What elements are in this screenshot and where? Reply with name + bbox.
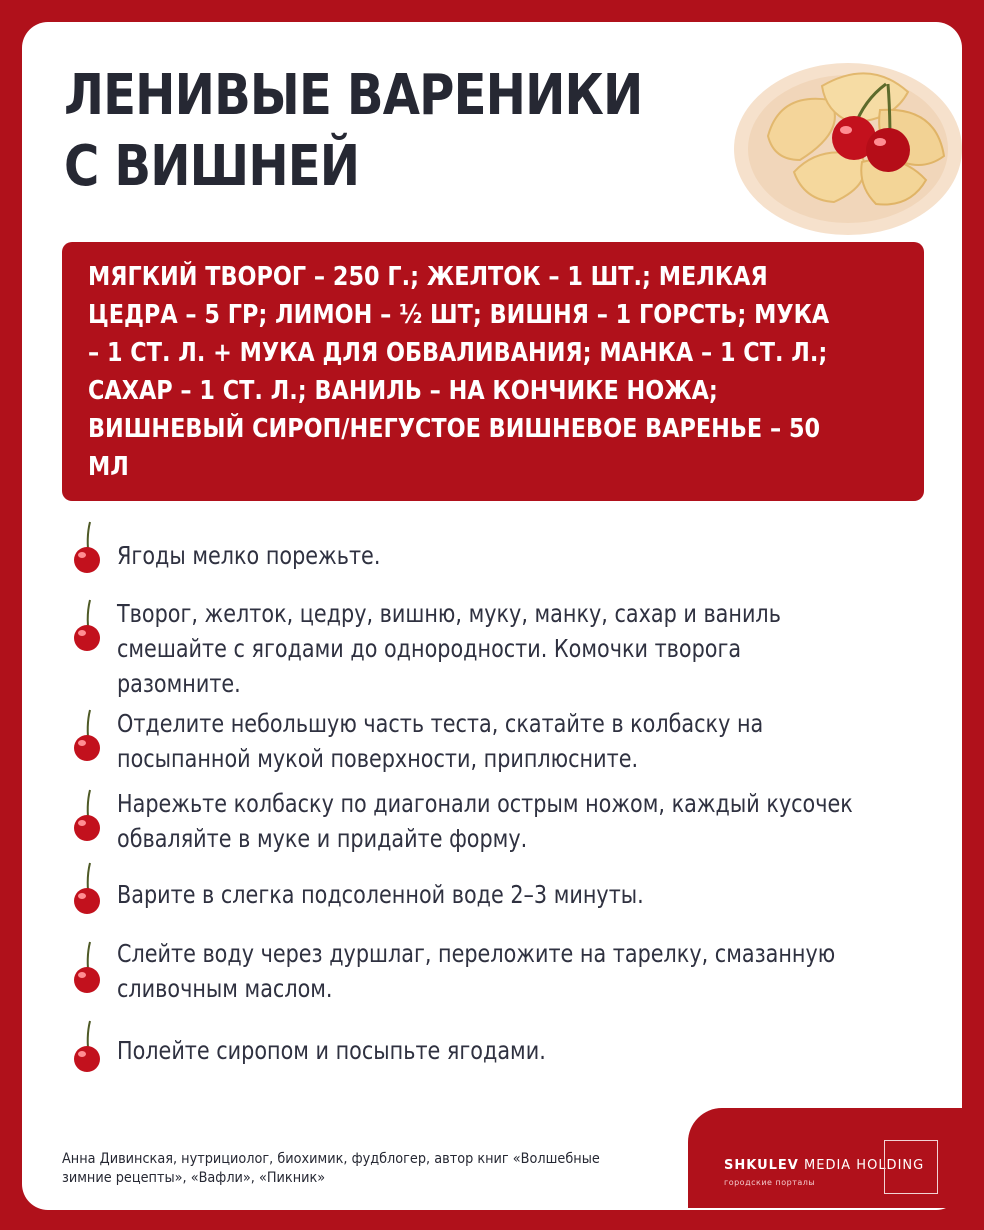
cherry-icon [70,859,104,915]
author-credit: Анна Дивинская, нутрициолог, биохимик, фудблогер, автор книг «Волшебные зимние рецепты», «Вафли», «Пикник» [62,1151,600,1186]
cherry-icon [70,938,104,994]
cherry-icon [70,786,104,842]
ingredients-line: – 1 СТ. Л. + МУКА ДЛЯ ОБВАЛИВАНИЯ; МАНКА – 1 СТ. Л.; [88,338,828,368]
step-text: Нарежьте колбаску по диагонали острым ножом, каждый кусочек обваляйте в муке и придайте форму. [117,789,853,853]
brand-badge [688,1108,962,1208]
step-text: Слейте воду через дуршлаг, переложите на тарелку, смазанную сливочным маслом. [117,939,836,1003]
cherry-icon [70,1017,104,1073]
cherry-icon [70,596,104,652]
ingredients-line: МЯГКИЙ ТВОРОГ – 250 Г.; ЖЕЛТОК – 1 ШТ.; МЕЛКАЯ [88,262,768,292]
cherry-icon [70,706,104,762]
recipe-card [22,22,962,1210]
ingredients-line: ЦЕДРА – 5 ГР; ЛИМОН – ½ ШТ; ВИШНЯ – 1 ГОРСТЬ; МУКА [88,300,830,330]
step-text: Варите в слегка подсоленной воде 2–3 минуты. [117,880,644,909]
step-text: Отделите небольшую часть теста, скатайте в колбаску на посыпанной мукой поверхности, приплюсните. [117,709,764,773]
brand-logo-frame-icon [884,1140,938,1194]
step-text: Полейте сиропом и посыпьте ягодами. [117,1036,546,1065]
brand-subtitle: городские порталы [724,1178,816,1187]
recipe-title-line2: С ВИШНЕЙ [64,134,360,199]
step-text: Ягоды мелко порежьте. [117,541,381,570]
ingredients-line: ВИШНЕВЫЙ СИРОП/НЕГУСТОЕ ВИШНЕВОЕ ВАРЕНЬЕ – 50 [88,414,821,444]
cherry-icon [70,518,104,574]
ingredients-line: САХАР – 1 СТ. Л.; ВАНИЛЬ – НА КОНЧИКЕ НОЖА; [88,376,718,406]
steps-list [22,22,962,1122]
ingredients-line: МЛ [88,452,129,482]
brand-name: SHKULEV MEDIA HOLDING [724,1158,925,1173]
step-text: Творог, желток, цедру, вишню, муку, манку, сахар и ваниль смешайте с ягодами до однородности. Комочки творога разомните. [117,599,781,698]
recipe-title-line1: ЛЕНИВЫЕ ВАРЕНИКИ [64,63,643,128]
